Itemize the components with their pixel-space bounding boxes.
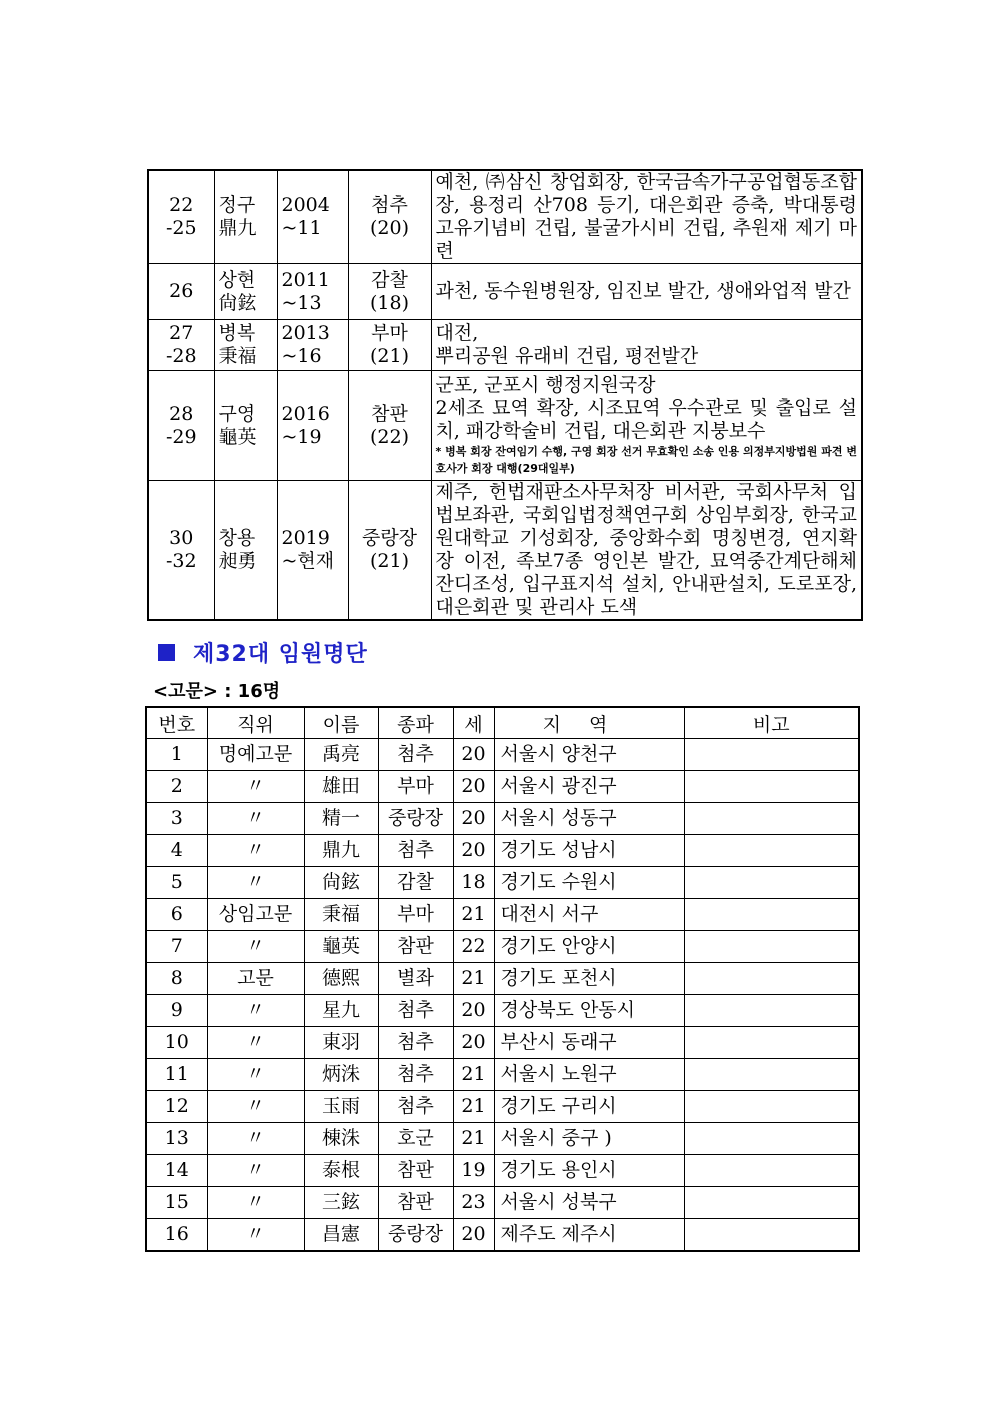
row-number-cell: 4 <box>146 835 207 867</box>
generation-cell: 20 <box>453 835 494 867</box>
note-cell <box>684 1059 859 1091</box>
generation-cell: 21 <box>453 1059 494 1091</box>
clan-cell: 첨추 <box>378 995 453 1027</box>
period-end: ~현재 <box>281 550 335 572</box>
table-row <box>146 1091 859 1123</box>
term-end: -29 <box>165 425 197 448</box>
name-hanja-cell: 星九 <box>304 995 378 1027</box>
row-number-cell: 6 <box>146 899 207 931</box>
president-hanja: 龜英 <box>218 425 257 448</box>
position-cell: 〃 <box>207 995 304 1027</box>
region-cell: 경상북도 안동시 <box>494 995 684 1027</box>
region-cell: 경기도 수원시 <box>494 867 684 899</box>
col-header-generation: 세 <box>453 707 494 739</box>
generation: (21) <box>369 550 409 572</box>
row-number-cell: 11 <box>146 1059 207 1091</box>
table-row <box>146 931 859 963</box>
period-cell <box>277 320 348 371</box>
president-hanja: 秉福 <box>218 345 257 367</box>
clan-name: 부마 <box>371 322 408 344</box>
table-row <box>146 1027 859 1059</box>
col-header-clan: 종파 <box>378 707 453 739</box>
achievements-text: 대전, 뿌리공원 유래비 건립, 평전발간 <box>435 322 699 367</box>
name-hanja-cell: 玉雨 <box>304 1091 378 1123</box>
achievements-cell <box>431 371 862 481</box>
clan-cell: 별좌 <box>378 963 453 995</box>
term-start: 27 <box>169 322 194 344</box>
region-cell: 제주도 제주시 <box>494 1219 684 1252</box>
achievements-text: 예천, ㈜삼신 창업회장, 한국금속가구공업협동조합장, 용정리 산708 등기, 대은회관 증축, 박대통령 고유기념비 건립, 불굴가시비 건립, 추원재 제기 마련 <box>435 171 857 262</box>
col-header-name: 이름 <box>304 707 378 739</box>
position-cell: 〃 <box>207 931 304 963</box>
name-hanja-cell: 泰根 <box>304 1155 378 1187</box>
note-cell <box>684 899 859 931</box>
achievements-text: 과천, 동수원병원장, 임진보 발간, 생애와업적 발간 <box>435 280 851 302</box>
president-hanja: 鼎九 <box>218 217 257 239</box>
section-heading <box>158 637 368 668</box>
region-cell: 부산시 동래구 <box>494 1027 684 1059</box>
period-cell <box>277 371 348 481</box>
region-cell: 서울시 성동구 <box>494 803 684 835</box>
achievements-text: 군포, 군포시 행정지원국장 2세조 묘역 확장, 시조묘역 우수관로 및 출입로 설치, 패강학술비 건립, 대은회관 지붕보수 <box>435 374 857 442</box>
note-cell <box>684 1187 859 1219</box>
row-number-cell: 2 <box>146 771 207 803</box>
achievements-cell <box>431 170 862 264</box>
note-cell <box>684 931 859 963</box>
history-row <box>148 170 862 264</box>
period-start: 2011 <box>281 268 330 291</box>
period-end: ~19 <box>281 425 322 448</box>
note-cell <box>684 995 859 1027</box>
generation: (22) <box>369 425 409 448</box>
advisor-count-heading: <고문> : 16명 <box>153 681 281 702</box>
clan-cell: 첨추 <box>378 1091 453 1123</box>
region-cell: 서울시 성북구 <box>494 1187 684 1219</box>
president-name: 병복 <box>218 322 256 344</box>
note-cell <box>684 803 859 835</box>
table-row <box>146 1059 859 1091</box>
note-cell <box>684 1091 859 1123</box>
row-number-cell: 16 <box>146 1219 207 1252</box>
term-end: -28 <box>165 345 197 367</box>
row-number-cell: 14 <box>146 1155 207 1187</box>
row-number-cell: 15 <box>146 1187 207 1219</box>
name-hanja-cell: 鼎九 <box>304 835 378 867</box>
clan-name: 참판 <box>371 402 408 425</box>
table-row <box>146 963 859 995</box>
president-name: 구영 <box>218 402 256 425</box>
generation-cell: 20 <box>453 995 494 1027</box>
col-header-position: 직위 <box>207 707 304 739</box>
period-start: 2013 <box>281 322 330 344</box>
region-cell: 서울시 노원구 <box>494 1059 684 1091</box>
note-cell <box>684 1155 859 1187</box>
generation-cell: 20 <box>453 803 494 835</box>
name-hanja-cell: 炳洙 <box>304 1059 378 1091</box>
name-hanja-cell: 禹亮 <box>304 739 378 771</box>
table-row <box>146 1219 859 1252</box>
clan-cell: 중랑장 <box>378 803 453 835</box>
president-cell <box>214 170 277 264</box>
row-number-cell: 8 <box>146 963 207 995</box>
region-cell: 경기도 구리시 <box>494 1091 684 1123</box>
table-row <box>146 867 859 899</box>
position-cell: 〃 <box>207 1123 304 1155</box>
president-name: 창용 <box>218 527 256 549</box>
generation-cell: 20 <box>453 1027 494 1059</box>
achievements-cell <box>431 264 862 320</box>
president-cell <box>214 264 277 320</box>
position-cell: 〃 <box>207 803 304 835</box>
position-cell: 〃 <box>207 1155 304 1187</box>
clan-cell <box>348 170 431 264</box>
generation: (20) <box>369 217 409 239</box>
clan-cell: 첨추 <box>378 739 453 771</box>
note-cell <box>684 1123 859 1155</box>
table-row <box>146 835 859 867</box>
advisors-table-body <box>146 739 859 1252</box>
clan-cell <box>348 371 431 481</box>
history-row <box>148 320 862 371</box>
achievements-cell <box>431 320 862 371</box>
name-hanja-cell: 昌憲 <box>304 1219 378 1252</box>
note-cell <box>684 771 859 803</box>
history-row <box>148 264 862 320</box>
position-cell: 〃 <box>207 835 304 867</box>
col-header-note: 비고 <box>684 707 859 739</box>
history-row <box>148 481 862 621</box>
term-cell <box>148 320 214 371</box>
clan-cell: 부마 <box>378 771 453 803</box>
clan-cell: 첨추 <box>378 1027 453 1059</box>
president-hanja: 尙鉉 <box>218 291 257 314</box>
clan-cell <box>348 481 431 621</box>
table-row <box>146 1123 859 1155</box>
table-row <box>146 899 859 931</box>
term-end: -32 <box>165 550 197 572</box>
clan-cell <box>348 320 431 371</box>
section-title-text: 제32대 임원명단 <box>193 642 368 667</box>
clan-cell: 참판 <box>378 931 453 963</box>
note-cell <box>684 963 859 995</box>
row-number-cell: 13 <box>146 1123 207 1155</box>
generation: (18) <box>369 291 409 314</box>
history-table-body <box>148 170 862 620</box>
clan-name: 감찰 <box>371 268 408 291</box>
clan-cell: 중랑장 <box>378 1219 453 1252</box>
generation-cell: 21 <box>453 1123 494 1155</box>
row-number-cell: 3 <box>146 803 207 835</box>
position-cell: 명예고문 <box>207 739 304 771</box>
generation-cell: 23 <box>453 1187 494 1219</box>
table-row <box>146 1187 859 1219</box>
generation-cell: 21 <box>453 899 494 931</box>
note-cell <box>684 1027 859 1059</box>
position-cell: 〃 <box>207 1219 304 1252</box>
col-header-no: 번호 <box>146 707 207 739</box>
history-table <box>147 169 863 621</box>
clan-name: 중랑장 <box>361 527 418 549</box>
generation-cell: 21 <box>453 963 494 995</box>
generation: (21) <box>369 345 409 367</box>
footnote-text: * 병복 회장 잔여임기 수행, 구영 회장 선거 무효확인 소송 인용 의정부지방법원 파견 변호사가 회장 대행(29대일부) <box>435 445 857 475</box>
president-cell <box>214 481 277 621</box>
generation-cell: 18 <box>453 867 494 899</box>
period-start: 2004 <box>281 194 330 216</box>
term-cell <box>148 481 214 621</box>
position-cell: 〃 <box>207 1187 304 1219</box>
term-cell <box>148 170 214 264</box>
clan-cell: 참판 <box>378 1155 453 1187</box>
period-cell <box>277 264 348 320</box>
history-row <box>148 371 862 481</box>
region-cell: 대전시 서구 <box>494 899 684 931</box>
achievements-cell <box>431 481 862 621</box>
row-number-cell: 12 <box>146 1091 207 1123</box>
clan-cell: 첨추 <box>378 835 453 867</box>
advisors-table <box>145 706 860 1252</box>
period-cell <box>277 481 348 621</box>
position-cell: 〃 <box>207 1027 304 1059</box>
generation-cell: 20 <box>453 1219 494 1252</box>
president-cell <box>214 371 277 481</box>
region-cell: 서울시 중구 ) <box>494 1123 684 1155</box>
achievements-text: 제주, 헌법재판소사무처장 비서관, 국회사무처 입법보좌관, 국회입법정책연구회 상임부회장, 한국교원대학교 기성회장, 중앙화수회 명칭변경, 연지확장 이전, 족보7종 영인본 발간, 묘역중간계단해체 잔디조성, 입구표지석 설치, 안내판설치, 도로포장, 대은회관 및 관리사 도색 <box>435 481 857 618</box>
region-cell: 경기도 안양시 <box>494 931 684 963</box>
term-cell <box>148 371 214 481</box>
president-cell <box>214 320 277 371</box>
period-end: ~16 <box>281 345 322 367</box>
term-start: 26 <box>169 280 194 302</box>
name-hanja-cell: 精一 <box>304 803 378 835</box>
president-name: 상현 <box>218 268 256 291</box>
clan-cell: 호군 <box>378 1123 453 1155</box>
president-name: 정구 <box>218 194 256 216</box>
row-number-cell: 10 <box>146 1027 207 1059</box>
col-header-region: 지역 <box>494 707 684 739</box>
period-start: 2016 <box>281 402 330 425</box>
row-number-cell: 7 <box>146 931 207 963</box>
region-cell: 서울시 광진구 <box>494 771 684 803</box>
row-number-cell: 1 <box>146 739 207 771</box>
clan-name: 첨추 <box>371 194 408 216</box>
period-start: 2019 <box>281 527 330 549</box>
name-hanja-cell: 東羽 <box>304 1027 378 1059</box>
generation-cell: 21 <box>453 1091 494 1123</box>
term-end: -25 <box>165 217 197 239</box>
generation-cell: 19 <box>453 1155 494 1187</box>
region-cell: 경기도 용인시 <box>494 1155 684 1187</box>
position-cell: 〃 <box>207 867 304 899</box>
note-cell <box>684 867 859 899</box>
table-row <box>146 771 859 803</box>
president-hanja: 昶勇 <box>218 550 257 572</box>
clan-cell: 첨추 <box>378 1059 453 1091</box>
note-cell <box>684 739 859 771</box>
period-cell <box>277 170 348 264</box>
row-number-cell: 9 <box>146 995 207 1027</box>
note-cell <box>684 835 859 867</box>
name-hanja-cell: 三鉉 <box>304 1187 378 1219</box>
position-cell: 〃 <box>207 771 304 803</box>
term-start: 28 <box>169 402 194 425</box>
period-end: ~13 <box>281 291 322 314</box>
name-hanja-cell: 雄田 <box>304 771 378 803</box>
region-cell: 경기도 포천시 <box>494 963 684 995</box>
clan-cell: 감찰 <box>378 867 453 899</box>
generation-cell: 20 <box>453 771 494 803</box>
note-cell <box>684 1219 859 1252</box>
term-cell <box>148 264 214 320</box>
table-row <box>146 1155 859 1187</box>
generation-cell: 22 <box>453 931 494 963</box>
table-row <box>146 803 859 835</box>
clan-cell: 부마 <box>378 899 453 931</box>
name-hanja-cell: 龜英 <box>304 931 378 963</box>
position-cell: 〃 <box>207 1091 304 1123</box>
region-cell: 경기도 성남시 <box>494 835 684 867</box>
name-hanja-cell: 秉福 <box>304 899 378 931</box>
position-cell: 상임고문 <box>207 899 304 931</box>
clan-cell: 참판 <box>378 1187 453 1219</box>
row-number-cell: 5 <box>146 867 207 899</box>
table-row <box>146 739 859 771</box>
period-end: ~11 <box>281 217 322 239</box>
name-hanja-cell: 棟洙 <box>304 1123 378 1155</box>
generation-cell: 20 <box>453 739 494 771</box>
term-start: 30 <box>169 527 194 549</box>
square-bullet-icon <box>158 644 175 661</box>
name-hanja-cell: 德熙 <box>304 963 378 995</box>
position-cell: 고문 <box>207 963 304 995</box>
region-cell: 서울시 양천구 <box>494 739 684 771</box>
term-start: 22 <box>169 194 194 216</box>
advisors-header-row <box>146 707 859 739</box>
table-row <box>146 995 859 1027</box>
name-hanja-cell: 尙鉉 <box>304 867 378 899</box>
clan-cell <box>348 264 431 320</box>
position-cell: 〃 <box>207 1059 304 1091</box>
